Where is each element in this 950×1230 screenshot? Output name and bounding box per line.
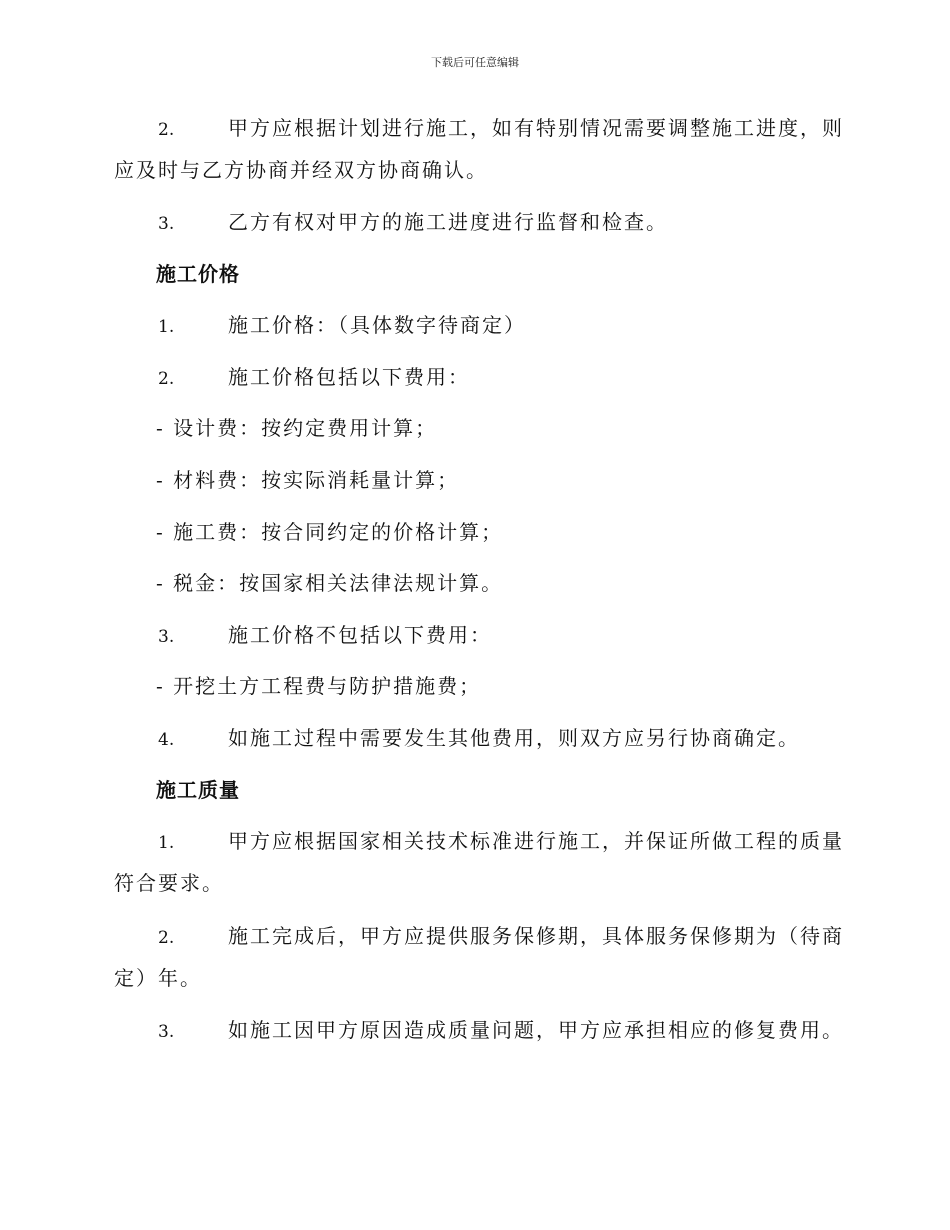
quality-item-1-line-1	[114, 827, 844, 857]
item-number: 3.	[158, 1022, 175, 1042]
item-text: 乙方有权对甲方的施工进度进行监督和检查。	[228, 210, 668, 234]
section-heading-quality: 施工质量	[156, 778, 240, 802]
item-number: 3.	[158, 214, 175, 234]
quality-item-2-line-1	[114, 922, 844, 952]
price-include-design: - 设计费：按约定费用计算；	[156, 416, 438, 440]
item-number: 2.	[158, 928, 175, 948]
price-item-2	[114, 363, 834, 393]
item-text: 施工价格不包括以下费用：	[228, 623, 492, 647]
item-text: 施工价格：（具体数字待商定）	[228, 313, 526, 337]
price-include-tax: - 税金：按国家相关法律法规计算。	[156, 571, 504, 595]
price-exclude-earthwork: - 开挖土方工程费与防护措施费；	[156, 674, 482, 698]
item-number: 2.	[158, 369, 175, 389]
price-item-1	[114, 311, 834, 341]
item-text: 施工价格包括以下费用：	[228, 365, 470, 389]
item-text: 甲方应根据计划进行施工，如有特别情况需要调整施工进度，则	[228, 116, 844, 140]
price-include-construction: - 施工费：按合同约定的价格计算；	[156, 520, 504, 544]
item-number: 1.	[158, 317, 175, 337]
quality-item-2-line-2: 定）年。	[114, 966, 202, 990]
item-number: 2.	[158, 120, 175, 140]
item-text: 甲方应根据国家相关技术标准进行施工，并保证所做工程的质量	[228, 829, 844, 853]
item-text: 如施工因甲方原因造成质量问题，甲方应承担相应的修复费用。	[228, 1018, 844, 1042]
progress-item-2-line-2: 应及时与乙方协商并经双方协商确认。	[114, 158, 488, 182]
item-number: 1.	[158, 833, 175, 853]
quality-item-3	[114, 1016, 844, 1046]
progress-item-3	[114, 208, 834, 238]
page-header: 下载后可任意编辑	[431, 56, 519, 69]
price-item-3	[114, 621, 834, 651]
price-include-material: - 材料费：按实际消耗量计算；	[156, 468, 460, 492]
progress-item-2-line-1	[114, 114, 844, 144]
price-item-4	[114, 724, 834, 754]
item-number: 3.	[158, 627, 175, 647]
item-text: 如施工过程中需要发生其他费用，则双方应另行协商确定。	[228, 726, 800, 750]
item-number: 4.	[158, 730, 175, 750]
quality-item-1-line-2: 符合要求。	[114, 871, 224, 895]
section-heading-price: 施工价格	[156, 262, 240, 286]
item-text: 施工完成后，甲方应提供服务保修期，具体服务保修期为（待商	[228, 924, 844, 948]
